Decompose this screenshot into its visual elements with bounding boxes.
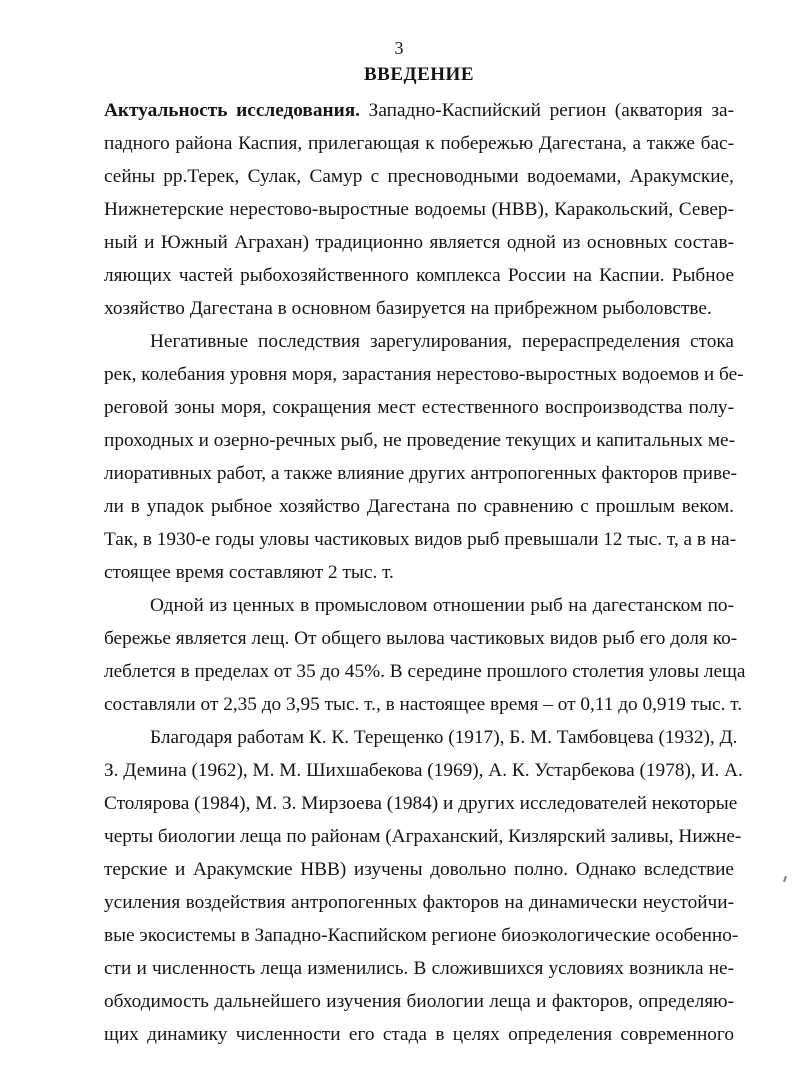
paragraph-1-line: Нижнетерские нерестово-выростные водоемы (НВВ), Каракольский, Север- xyxy=(104,199,734,220)
paragraph-2-line: ли в упадок рыбное хозяйство Дагестана по сравнению с прошлым веком. xyxy=(104,496,734,517)
paragraph-2-line: проходных и озерно-речных рыб, не проведение текущих и капитальных ме- xyxy=(104,430,736,451)
paragraph-4-line: вые экосистемы в Западно-Каспийском регионе биоэкологические особенно- xyxy=(104,925,739,946)
paragraph-4-line: усиления воздействия антропогенных факторов на динамически неустойчи- xyxy=(104,892,734,913)
paragraph-1-line: ный и Южный Аграхан) традиционно является одной из основных состав- xyxy=(104,232,734,253)
paragraph-2-line: стоящее время составляют 2 тыс. т. xyxy=(104,562,394,583)
paragraph-4-line: черты биологии леща по районам (Аграханский, Кизлярский заливы, Нижне- xyxy=(104,826,742,847)
scan-mark xyxy=(783,876,787,882)
paragraph-1-line-1 xyxy=(104,100,734,122)
paragraph-2-line: Негативные последствия зарегулирования, перераспределения стока xyxy=(150,331,734,352)
paragraph-3-line: Одной из ценных в промысловом отношении рыб на дагестанском по- xyxy=(150,595,734,616)
paragraph-4-line: Благодаря работам К. К. Терещенко (1917), Б. М. Тамбовцева (1932), Д. xyxy=(150,727,738,748)
page-number: 3 xyxy=(394,38,404,58)
paragraph-3-line: бережье является лещ. От общего вылова частиковых видов рыб его доля ко- xyxy=(104,628,738,649)
paragraph-2-line: лиоративных работ, а также влияние других антропогенных факторов приве- xyxy=(104,463,737,484)
paragraph-4-line: Столярова (1984), М. З. Мирзоева (1984) и других исследователей некоторые xyxy=(104,793,738,814)
paragraph-4-line: терские и Аракумские НВВ) изучены довольно полно. Однако вследствие xyxy=(104,859,734,880)
paragraph-2-line: реговой зоны моря, сокращения мест естественного воспроизводства полу- xyxy=(104,397,734,418)
paragraph-4-line: щих динамику численности его стада в целях определения современного xyxy=(104,1024,734,1045)
page-title: ВВЕДЕНИЕ xyxy=(364,64,474,85)
paragraph-1-line: падного района Каспия, прилегающая к побережью Дагестана, а также бас- xyxy=(104,133,734,154)
paragraph-2-line: рек, колебания уровня моря, зарастания нерестово-выростных водоемов и бе- xyxy=(104,364,744,385)
lead-heading: Актуальность исследования. xyxy=(104,100,360,121)
paragraph-4-line: обходимость дальнейшего изучения биологии леща и факторов, определяю- xyxy=(104,991,734,1012)
paragraph-1-line: сейны рр.Терек, Сулак, Самур с пресноводными водоемами, Аракумские, xyxy=(104,166,734,187)
paragraph-4-line: сти и численность леща изменились. В сложившихся условиях возникла не- xyxy=(104,958,734,979)
paragraph-3-line: составляли от 2,35 до 3,95 тыс. т., в настоящее время – от 0,11 до 0,919 тыс. т. xyxy=(104,694,743,715)
paragraph-1-line: ляющих частей рыбохозяйственного комплекса России на Каспии. Рыбное xyxy=(104,265,734,286)
paragraph-2-line: Так, в 1930-е годы уловы частиковых видов рыб превышали 12 тыс. т, а в на- xyxy=(104,529,737,550)
paragraph-4-line: З. Демина (1962), М. М. Шихшабекова (1969), А. К. Устарбекова (1978), И. А. xyxy=(104,760,743,781)
paragraph-1-line: хозяйство Дагестана в основном базируется на прибрежном рыболовстве. xyxy=(104,298,712,319)
paragraph-1-line-1-text: Западно-Каспийский регион (акватория за- xyxy=(359,100,734,121)
paragraph-3-line: леблется в пределах от 35 до 45%. В середине прошлого столетия уловы леща xyxy=(104,661,746,682)
